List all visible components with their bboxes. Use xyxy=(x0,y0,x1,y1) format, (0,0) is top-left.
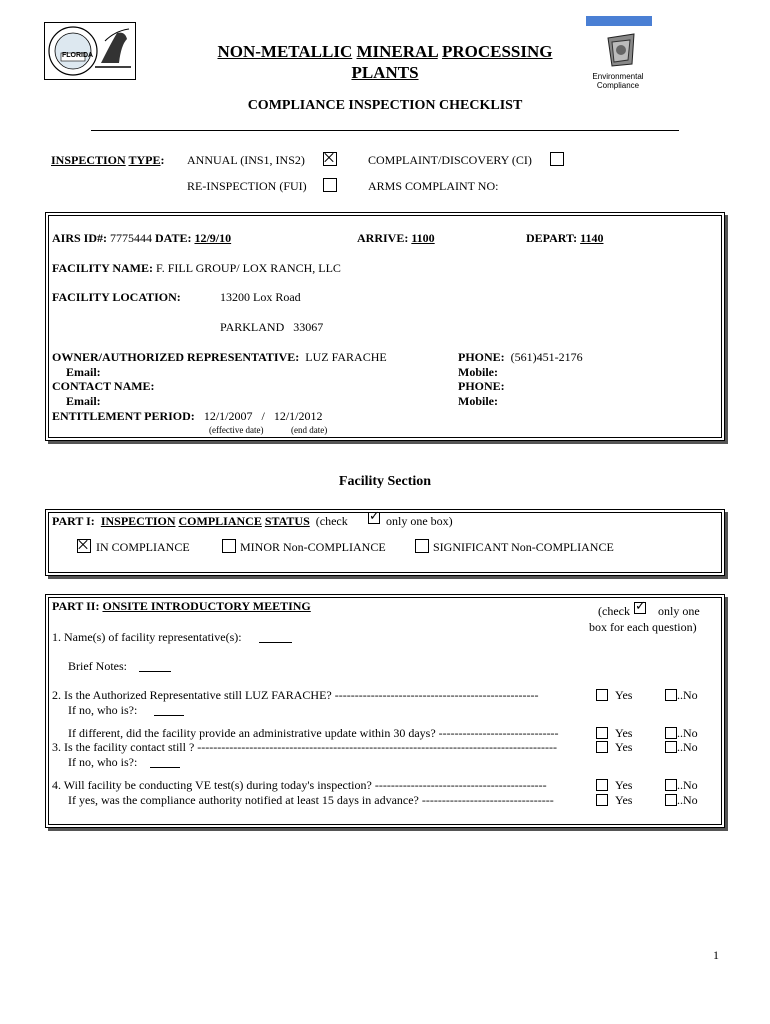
depart-time: DEPART: 1140 xyxy=(526,231,604,245)
q2b-answer-blank[interactable] xyxy=(154,715,184,716)
inspection-type-label: INSPECTION TYPE: xyxy=(51,153,165,167)
entitlement-period: ENTITLEMENT PERIOD: 12/1/2007 / 12/1/2012 xyxy=(52,409,323,423)
question-3b: If no, who is?: xyxy=(68,755,138,769)
owner-email-label: Email: xyxy=(66,365,101,379)
q2c-no-label: ..No xyxy=(677,726,698,740)
part2-check-line2: box for each question) xyxy=(589,620,697,634)
part2-check-pre: (check xyxy=(598,604,630,618)
page-title-line1 xyxy=(0,42,770,62)
q4-yes-checkbox[interactable] xyxy=(596,779,608,791)
facility-location-label: FACILITY LOCATION: xyxy=(52,290,181,304)
logo-left-text: FLORIDA xyxy=(62,52,94,59)
environmental-compliance-logo xyxy=(584,16,652,92)
facility-section-title: Facility Section xyxy=(338,474,432,489)
q2-no-checkbox[interactable] xyxy=(665,689,677,701)
q4-yes-label: Yes xyxy=(615,778,633,792)
facility-city-zip: PARKLAND 33067 xyxy=(220,320,324,334)
q3-yes-checkbox[interactable] xyxy=(596,741,608,753)
subtitle: COMPLIANCE INSPECTION CHECKLIST xyxy=(247,98,523,113)
q4-no-label: ..No xyxy=(677,778,698,792)
q2c-no-checkbox[interactable] xyxy=(665,727,677,739)
minor-noncompliance-label: MINOR Non-COMPLIANCE xyxy=(240,540,386,554)
annual-label: ANNUAL (INS1, INS2) xyxy=(187,153,305,167)
q4b-yes-label: Yes xyxy=(615,793,633,807)
q3-yes-label: Yes xyxy=(615,740,633,754)
contact-phone-label: PHONE: xyxy=(458,379,505,393)
q4-no-checkbox[interactable] xyxy=(665,779,677,791)
question-4b: If yes, was the compliance authority notified at least 15 days in advance? --------------------------------- xyxy=(68,793,554,807)
owner-phone: PHONE: (561)451-2176 xyxy=(458,350,583,364)
question-1: 1. Name(s) of facility representative(s): xyxy=(52,630,242,644)
minor-noncompliance-checkbox[interactable] xyxy=(222,539,236,553)
airs-id: AIRS ID#: 7775444 DATE: 12/9/10 xyxy=(52,231,232,245)
facility-name: FACILITY NAME: F. FILL GROUP/ LOX RANCH, LLC xyxy=(52,261,341,275)
annual-checkbox[interactable] xyxy=(323,152,337,166)
q3-no-checkbox[interactable] xyxy=(665,741,677,753)
page-number: 1 xyxy=(713,948,719,962)
part1-check-sample xyxy=(368,512,380,524)
in-compliance-checkbox[interactable] xyxy=(77,539,91,553)
arms-complaint-label: ARMS COMPLAINT NO: xyxy=(368,179,499,193)
q4b-yes-checkbox[interactable] xyxy=(596,794,608,806)
effective-date-note: (effective date) xyxy=(209,425,264,435)
title-word-3: PROCESSING xyxy=(441,42,553,61)
question-4: 4. Will facility be conducting VE test(s) during today's inspection? ------------------------------------------- xyxy=(52,778,547,792)
in-compliance-label: IN COMPLIANCE xyxy=(96,540,190,554)
owner-rep: OWNER/AUTHORIZED REPRESENTATIVE: LUZ FARACHE xyxy=(52,350,387,364)
header-divider xyxy=(91,130,679,131)
q2-yes-label: Yes xyxy=(615,688,633,702)
q2c-yes-label: Yes xyxy=(615,726,633,740)
reinspection-label: RE-INSPECTION (FUI) xyxy=(187,179,307,193)
q3-no-label: ..No xyxy=(677,740,698,754)
contact-name-label: CONTACT NAME: xyxy=(52,379,155,393)
question-2: 2. Is the Authorized Representative still LUZ FARACHE? --------------------------------------------------- xyxy=(52,688,539,702)
question-2c: If different, did the facility provide an administrative update within 30 days? ------------------------------ xyxy=(68,726,559,740)
page-title-line2: PLANTS xyxy=(351,63,419,82)
arrive-time: ARRIVE: 1100 xyxy=(357,231,435,245)
owner-mobile-label: Mobile: xyxy=(458,365,498,379)
q1-answer-blank[interactable] xyxy=(259,642,292,643)
facility-info-box xyxy=(45,212,725,441)
q4b-no-label: ..No xyxy=(677,793,698,807)
env-logo-line1: Environmental xyxy=(592,72,644,81)
q4b-no-checkbox[interactable] xyxy=(665,794,677,806)
q2-no-label: ..No xyxy=(677,688,698,702)
part1-check-note: only one box) xyxy=(386,514,453,528)
env-logo-line2: Compliance xyxy=(596,81,640,90)
question-2b: If no, who is?: xyxy=(68,703,138,717)
q2c-yes-checkbox[interactable] xyxy=(596,727,608,739)
part1-heading: PART I: INSPECTION COMPLIANCE STATUS (check xyxy=(52,514,348,528)
brief-notes-blank[interactable] xyxy=(139,671,171,672)
significant-noncompliance-label: SIGNIFICANT Non-COMPLIANCE xyxy=(433,540,614,554)
complaint-label: COMPLAINT/DISCOVERY (CI) xyxy=(368,153,532,167)
complaint-checkbox[interactable] xyxy=(550,152,564,166)
title-word-1: NON-METALLIC xyxy=(217,42,353,61)
part2-heading: PART II: ONSITE INTRODUCTORY MEETING xyxy=(52,599,311,613)
q3b-answer-blank[interactable] xyxy=(150,767,180,768)
reinspection-checkbox[interactable] xyxy=(323,178,337,192)
contact-email-label: Email: xyxy=(66,394,101,408)
q2-yes-checkbox[interactable] xyxy=(596,689,608,701)
title-word-2: MINERAL xyxy=(356,42,438,61)
brief-notes-label: Brief Notes: xyxy=(68,659,127,673)
contact-mobile-label: Mobile: xyxy=(458,394,498,408)
end-date-note: (end date) xyxy=(291,425,328,435)
facility-address: 13200 Lox Road xyxy=(220,290,301,304)
significant-noncompliance-checkbox[interactable] xyxy=(415,539,429,553)
question-3: 3. Is the facility contact still ? ------------------------------------------------------------------------------------------ xyxy=(52,740,557,754)
part2-check-post: only one xyxy=(658,604,700,618)
part2-check-sample xyxy=(634,602,646,614)
